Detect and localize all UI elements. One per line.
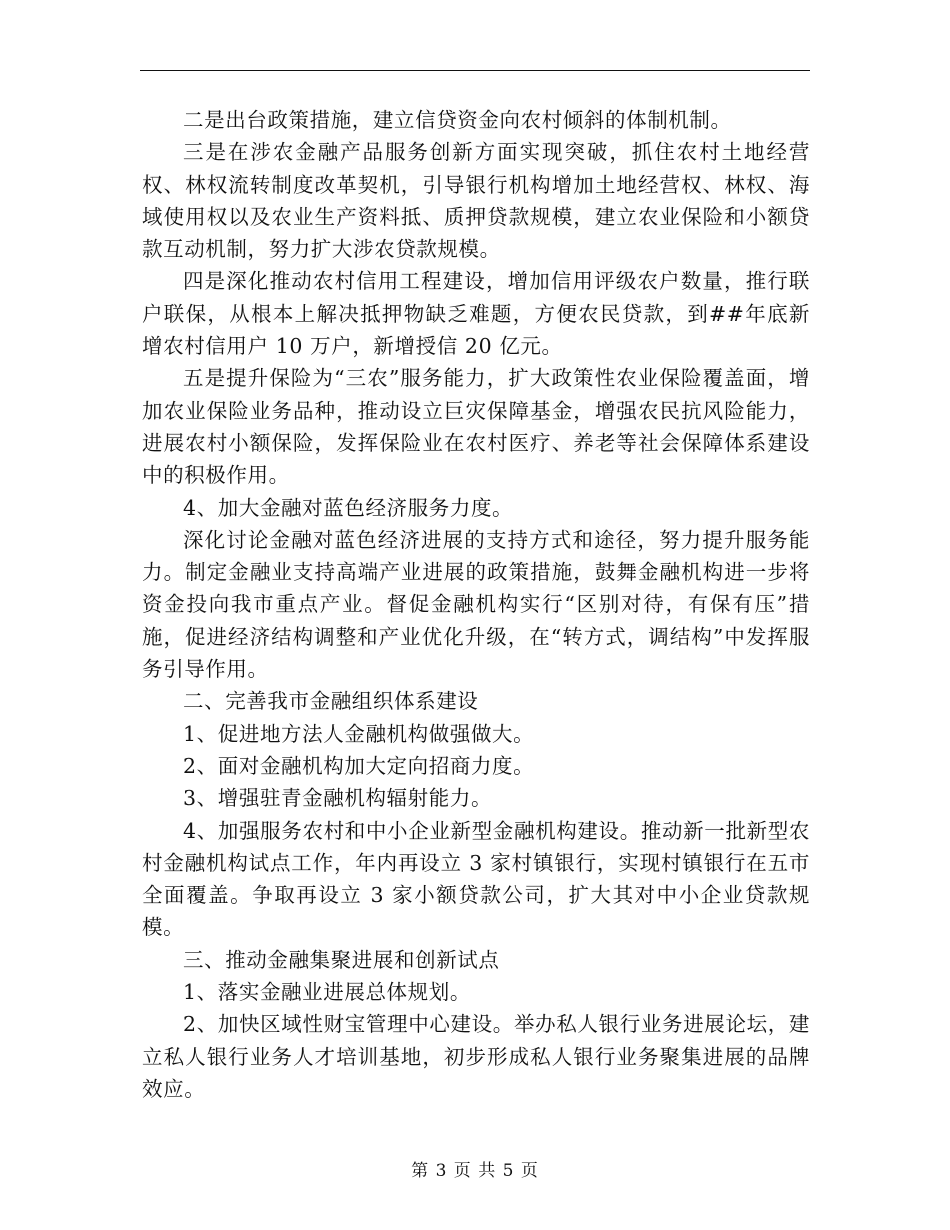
- page-number-footer: 第 3 页 共 5 页: [411, 1161, 539, 1181]
- section-item: 3、增强驻青金融机构辐射能力。: [183, 786, 493, 811]
- paragraph: 五是提升保险为“三农”服务能力，扩大政策性农业保险覆盖面，增加农业保险业务品种，推动设立巨灾保障基金，增强农民抗风险能力，进展农村小额保险，发挥保险业在农村医疗、养老等社会保障体系建设中的积极作用。: [142, 366, 810, 488]
- paragraph: 二是出台政策措施，建立信贷资金向农村倾斜的体制机制。: [183, 108, 732, 132]
- section-heading: 三、推动金融集聚进展和创新试点: [183, 947, 500, 972]
- paragraph: 三是在涉农金融产品服务创新方面实现突破，抓住农村土地经营权、林权流转制度改革契机，引导银行机构增加土地经营权、林权、海域使用权以及农业生产资料抵、质押贷款规模，建立农业保险和小额贷款互动机制，努力扩大涉农贷款规模。: [142, 140, 810, 262]
- section-item: 2、面对金融机构加大定向招商力度。: [183, 753, 535, 778]
- header-rule: [140, 70, 810, 71]
- section-item: 4、加大金融对蓝色经济服务力度。: [183, 495, 514, 520]
- paragraph: 四是深化推动农村信用工程建设，增加信用评级农户数量，推行联户联保，从根本上解决抵押物缺乏难题，方便农民贷款，到##年底新增农村信用户 10 万户，新增授信 20 亿元。: [142, 269, 810, 359]
- paragraph: 4、加强服务农村和中小企业新型金融机构建设。推动新一批新型农村金融机构试点工作，年内再设立 3 家村镇银行，实现村镇银行在五市全面覆盖。争取再设立 3 家小额贷款公司，扩大其对中小企业贷款规模。: [142, 818, 810, 940]
- section-heading: 二、完善我市金融组织体系建设: [183, 689, 479, 714]
- section-item: 1、促进地方法人金融机构做强做大。: [183, 721, 535, 746]
- section-item: 1、落实金融业进展总体规划。: [183, 980, 471, 1005]
- paragraph: 深化讨论金融对蓝色经济进展的支持方式和途径，努力提升服务能力。制定金融业支持高端产业进展的政策措施，鼓舞金融机构进一步将资金投向我市重点产业。督促金融机构实行“区别对待，有保有压”措施，促进经济结构调整和产业优化升级，在“转方式，调结构”中发挥服务引导作用。: [142, 527, 810, 682]
- paragraph: 2、加快区域性财宝管理中心建设。举办私人银行业务进展论坛，建立私人银行业务人才培训基地，初步形成私人银行业务聚集进展的品牌效应。: [142, 1012, 810, 1101]
- document-body: [142, 104, 810, 1105]
